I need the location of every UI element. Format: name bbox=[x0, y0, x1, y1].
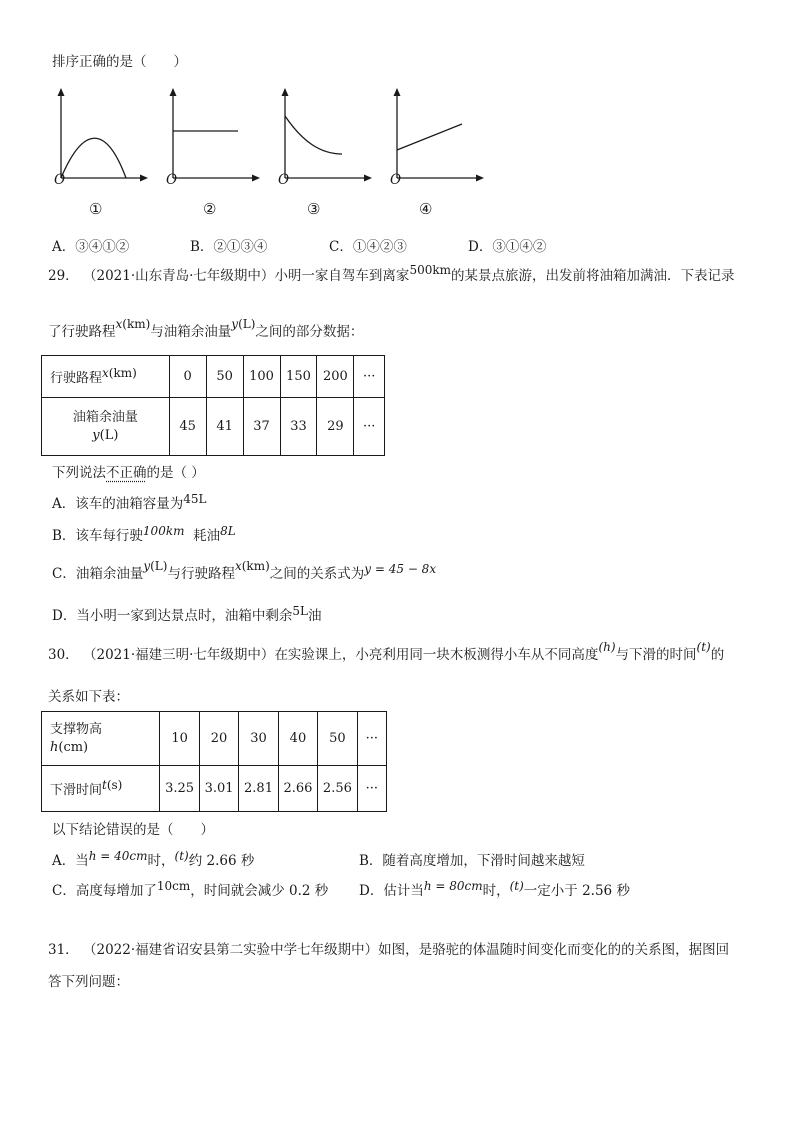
q29-number: 29． bbox=[48, 268, 79, 284]
q30-line1: 30． （2021·福建三明·七年级期中）在实验课上，小亮利用同一块木板测得小车从不同高度(h)与下滑的时间(t)的 bbox=[48, 640, 725, 663]
table-cell: 29 bbox=[317, 398, 354, 456]
table-cell: 37 bbox=[243, 398, 280, 456]
q29-row2-head: 油箱余油量 y(L) bbox=[42, 398, 170, 456]
q30-option-c[interactable]: C．高度每增加了10cm，时间就会减少 0.2 秒 bbox=[52, 879, 329, 899]
table-cell: 41 bbox=[206, 398, 243, 456]
table-cell: 3.25 bbox=[160, 766, 199, 812]
q29-line2: 了行驶路程x(km)与油箱余油量y(L)之间的部分数据： bbox=[48, 317, 364, 340]
table-cell: 100 bbox=[243, 356, 280, 398]
q30-row1-head: 支撑物高 h(cm) bbox=[42, 712, 160, 766]
graph-1-parabola bbox=[48, 86, 148, 186]
q29-question: 下列说法不正确的是（ ） bbox=[52, 465, 205, 481]
q30-option-d[interactable]: D．估计当h = 80cm时，(t)一定小于 2.56 秒 bbox=[359, 879, 630, 899]
q30-line2: 关系如下表： bbox=[48, 689, 129, 705]
q29-option-d[interactable]: D．当小明一家到达景点时，油箱中剩余5L油 bbox=[52, 604, 322, 624]
q31-line2: 答下列问题： bbox=[48, 974, 129, 990]
graph-label-4: ④ bbox=[419, 200, 433, 218]
table-cell: 2.56 bbox=[318, 766, 357, 812]
q29-table bbox=[41, 355, 385, 456]
table-cell: 40 bbox=[278, 712, 317, 766]
table-cell: 150 bbox=[280, 356, 317, 398]
q30-number: 30． bbox=[48, 647, 79, 663]
table-cell: 2.66 bbox=[278, 766, 317, 812]
table-cell: 10 bbox=[160, 712, 199, 766]
table-cell: 30 bbox=[239, 712, 278, 766]
q28-stem: 排序正确的是（ ） bbox=[52, 54, 187, 70]
origin-label-1: O bbox=[54, 172, 66, 188]
q30-table bbox=[41, 711, 387, 812]
table-cell: 2.81 bbox=[239, 766, 278, 812]
graph-label-2: ② bbox=[203, 200, 217, 218]
table-row bbox=[42, 356, 385, 398]
graph-4-line bbox=[397, 124, 462, 150]
table-cell: 20 bbox=[199, 712, 238, 766]
table-cell: 200 bbox=[317, 356, 354, 398]
graph-label-3: ③ bbox=[307, 200, 321, 218]
graph-3-curve bbox=[285, 116, 342, 154]
q30-question: 以下结论错误的是（ ） bbox=[52, 822, 214, 838]
table-row bbox=[42, 766, 387, 812]
q30-option-b[interactable]: B．随着高度增加，下滑时间越来越短 bbox=[359, 853, 585, 869]
table-row bbox=[42, 398, 385, 456]
q29-option-c[interactable]: C．油箱余油量y(L)与行驶路程x(km)之间的关系式为y = 45 − 8x bbox=[52, 559, 437, 582]
table-cell: 0 bbox=[169, 356, 206, 398]
q29-option-a[interactable]: A．该车的油箱容量为45L bbox=[52, 492, 207, 512]
q28-option-c[interactable]: C．①④②③ bbox=[329, 239, 407, 255]
table-cell: 50 bbox=[206, 356, 243, 398]
q29-source: （2021·山东青岛·七年级期中） bbox=[82, 268, 275, 284]
graph-1-curve bbox=[61, 138, 126, 178]
origin-label-2: O bbox=[166, 172, 178, 188]
origin-label-3: O bbox=[278, 172, 290, 188]
graph-2-constant bbox=[160, 86, 260, 186]
q31-source: （2022·福建省诏安县第二实验中学七年级期中） bbox=[82, 942, 379, 958]
origin-label-4: O bbox=[390, 172, 402, 188]
graph-label-1: ① bbox=[89, 200, 103, 218]
q30-row2-head: 下滑时间t(s) bbox=[42, 766, 160, 812]
table-cell: ··· bbox=[354, 356, 385, 398]
graph-4-increasing bbox=[384, 86, 484, 186]
q28-option-d[interactable]: D．③①④② bbox=[468, 239, 547, 255]
q30-option-a[interactable]: A．当h = 40cm时，(t)约 2.66 秒 bbox=[52, 849, 255, 869]
q31-number: 31． bbox=[48, 942, 79, 958]
q30-source: （2021·福建三明·七年级期中） bbox=[82, 647, 275, 663]
q29-line1: 29． （2021·山东青岛·七年级期中）小明一家自驾车到离家500km的某景点旅游，出发前将油箱加满油．下表记录 bbox=[48, 263, 735, 284]
table-cell: 33 bbox=[280, 398, 317, 456]
table-cell: 3.01 bbox=[199, 766, 238, 812]
q29-row1-head: 行驶路程x(km) bbox=[42, 356, 170, 398]
q31-line1: 31． （2022·福建省诏安县第二实验中学七年级期中）如图，是骆驼的体温随时间变化而变化的的关系图，据图回 bbox=[48, 942, 730, 958]
q28-option-b[interactable]: B．②①③④ bbox=[190, 239, 268, 255]
table-cell: ··· bbox=[354, 398, 385, 456]
table-cell: 45 bbox=[169, 398, 206, 456]
graph-3-decreasing bbox=[272, 86, 372, 186]
table-cell: 50 bbox=[318, 712, 357, 766]
emphasis-not-correct: 不正确 bbox=[106, 465, 147, 481]
table-cell: ··· bbox=[357, 712, 386, 766]
table-cell: ··· bbox=[357, 766, 386, 812]
table-row bbox=[42, 712, 387, 766]
q29-option-b[interactable]: B．该车每行驶100km 耗油8L bbox=[52, 524, 236, 544]
q28-option-a[interactable]: A．③④①② bbox=[52, 239, 130, 255]
